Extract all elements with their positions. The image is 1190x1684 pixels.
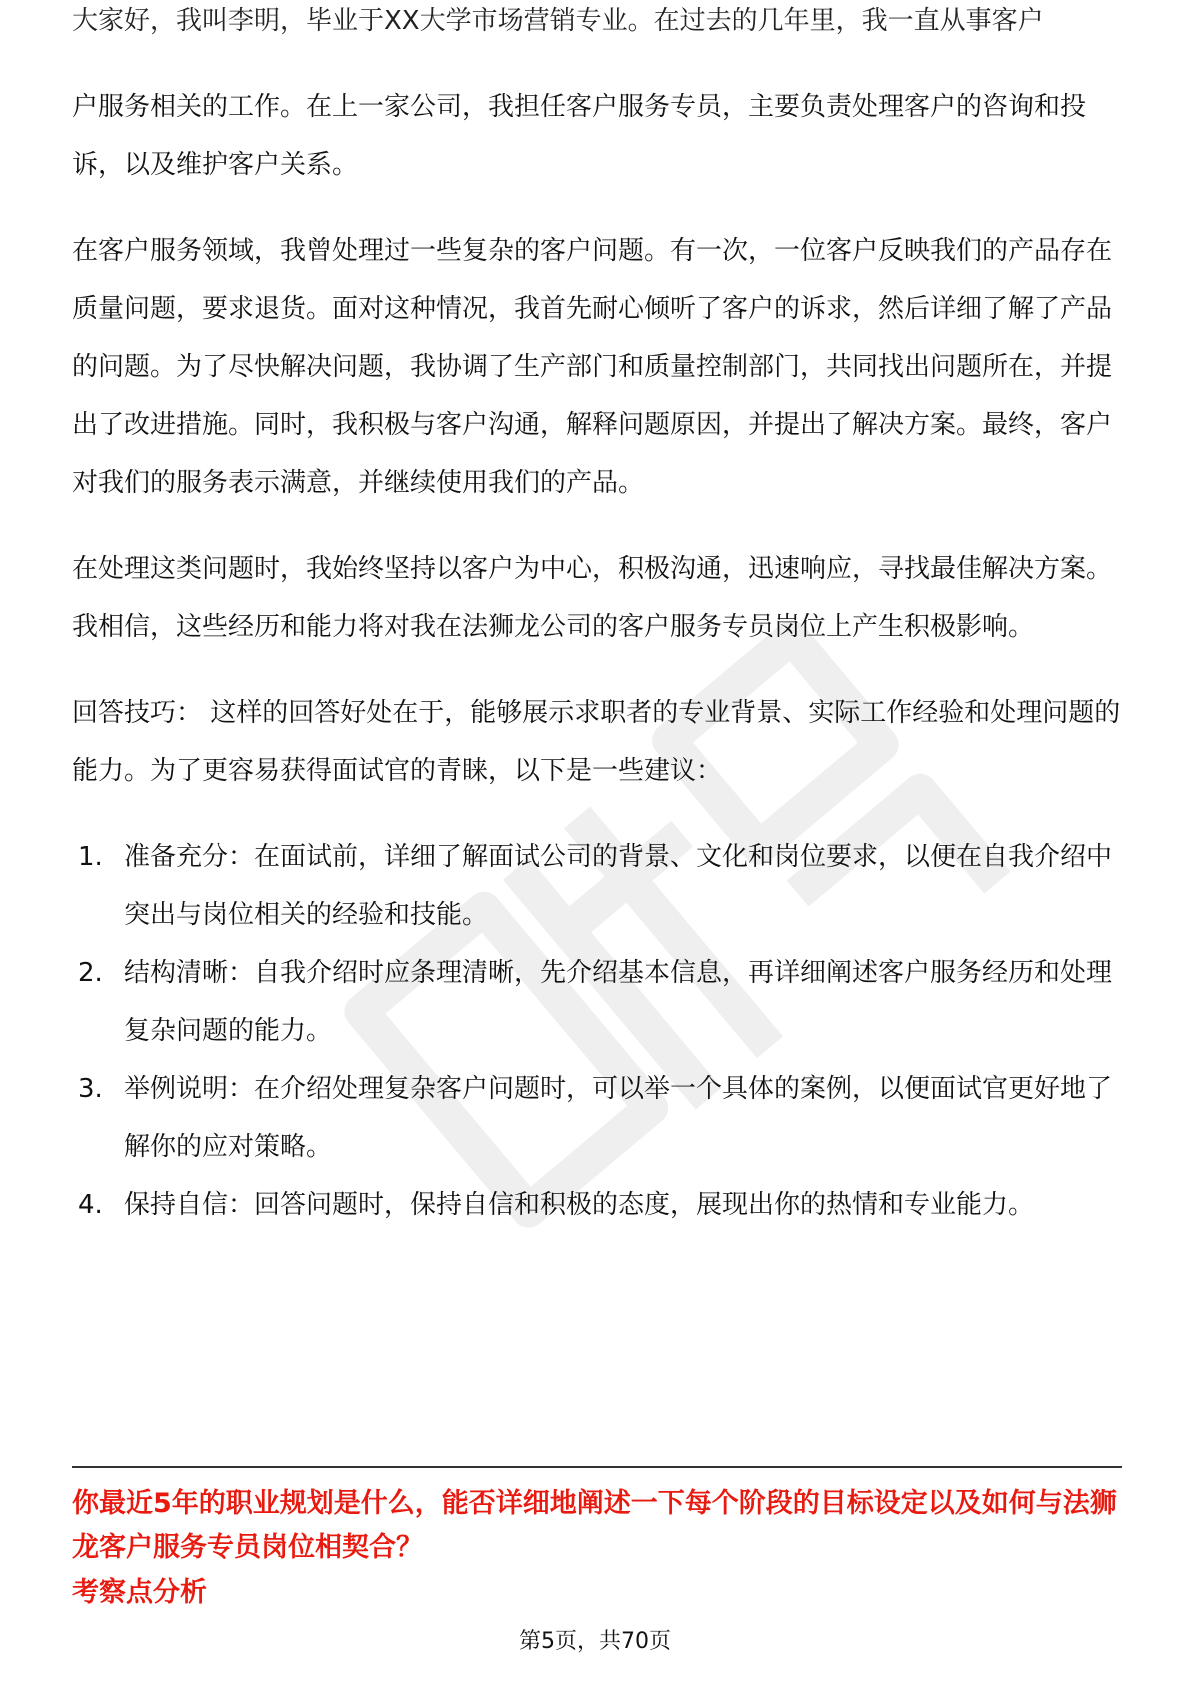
list-item <box>78 828 1122 944</box>
list-text: 保持自信：回答问题时，保持自信和积极的态度，展现出你的热情和专业能力。 <box>124 1190 1035 1220</box>
document-body <box>72 78 1122 1234</box>
analysis-heading: 考察点分析 <box>72 1577 207 1608</box>
tips-list <box>72 828 1122 1234</box>
page-number: 第5页，共70页 <box>519 1629 671 1654</box>
section-divider <box>72 1466 1122 1468</box>
list-number: 4. <box>78 1190 103 1220</box>
list-number: 1. <box>78 842 103 872</box>
list-number: 2. <box>78 958 103 988</box>
list-text: 举例说明：在介绍处理复杂客户问题时，可以举一个具体的案例，以便面试官更好地了解你的应对策略。 <box>124 1074 1113 1162</box>
list-text: 结构清晰：自我介绍时应条理清晰，先介绍基本信息，再详细阐述客户服务经历和处理复杂问题的能力。 <box>124 958 1113 1046</box>
list-item <box>78 944 1122 1060</box>
paragraph: 在处理这类问题时，我始终坚持以客户为中心，积极沟通，迅速响应，寻找最佳解决方案。我相信，这些经历和能力将对我在法狮龙公司的客户服务专员岗位上产生积极影响。 <box>72 554 1113 642</box>
list-text: 准备充分：在面试前，详细了解面试公司的背景、文化和岗位要求，以便在自我介绍中突出与岗位相关的经验和技能。 <box>124 842 1113 930</box>
paragraph: 在客户服务领域，我曾处理过一些复杂的客户问题。有一次，一位客户反映我们的产品存在质量问题，要求退货。面对这种情况，我首先耐心倾听了客户的诉求，然后详细了解了产品的问题。为了尽快解决问题，我协调了生产部门和质量控制部门，共同找出问题所在，并提出了改进措施。同时，我积极与客户沟通，解释问题原因，并提出了解决方案。最终，客户对我们的服务表示满意，并继续使用我们的产品。 <box>72 236 1113 498</box>
cut-off-text-line: 大家好，我叫李明，毕业于XX大学市场营销专业。在过去的几年里，我一直从事客户 <box>72 6 1044 36</box>
list-item <box>78 1176 1122 1234</box>
paragraph: 回答技巧： 这样的回答好处在于，能够展示求职者的专业背景、实际工作经验和处理问题的能力。为了更容易获得面试官的青睐，以下是一些建议： <box>72 698 1121 786</box>
list-item <box>78 1060 1122 1176</box>
interview-question: 你最近5年的职业规划是什么，能否详细地阐述一下每个阶段的目标设定以及如何与法狮龙客户服务专员岗位相契合？ <box>72 1488 1117 1563</box>
list-number: 3. <box>78 1074 103 1104</box>
paragraph: 户服务相关的工作。在上一家公司，我担任客户服务专员，主要负责处理客户的咨询和投诉，以及维护客户关系。 <box>72 92 1087 180</box>
